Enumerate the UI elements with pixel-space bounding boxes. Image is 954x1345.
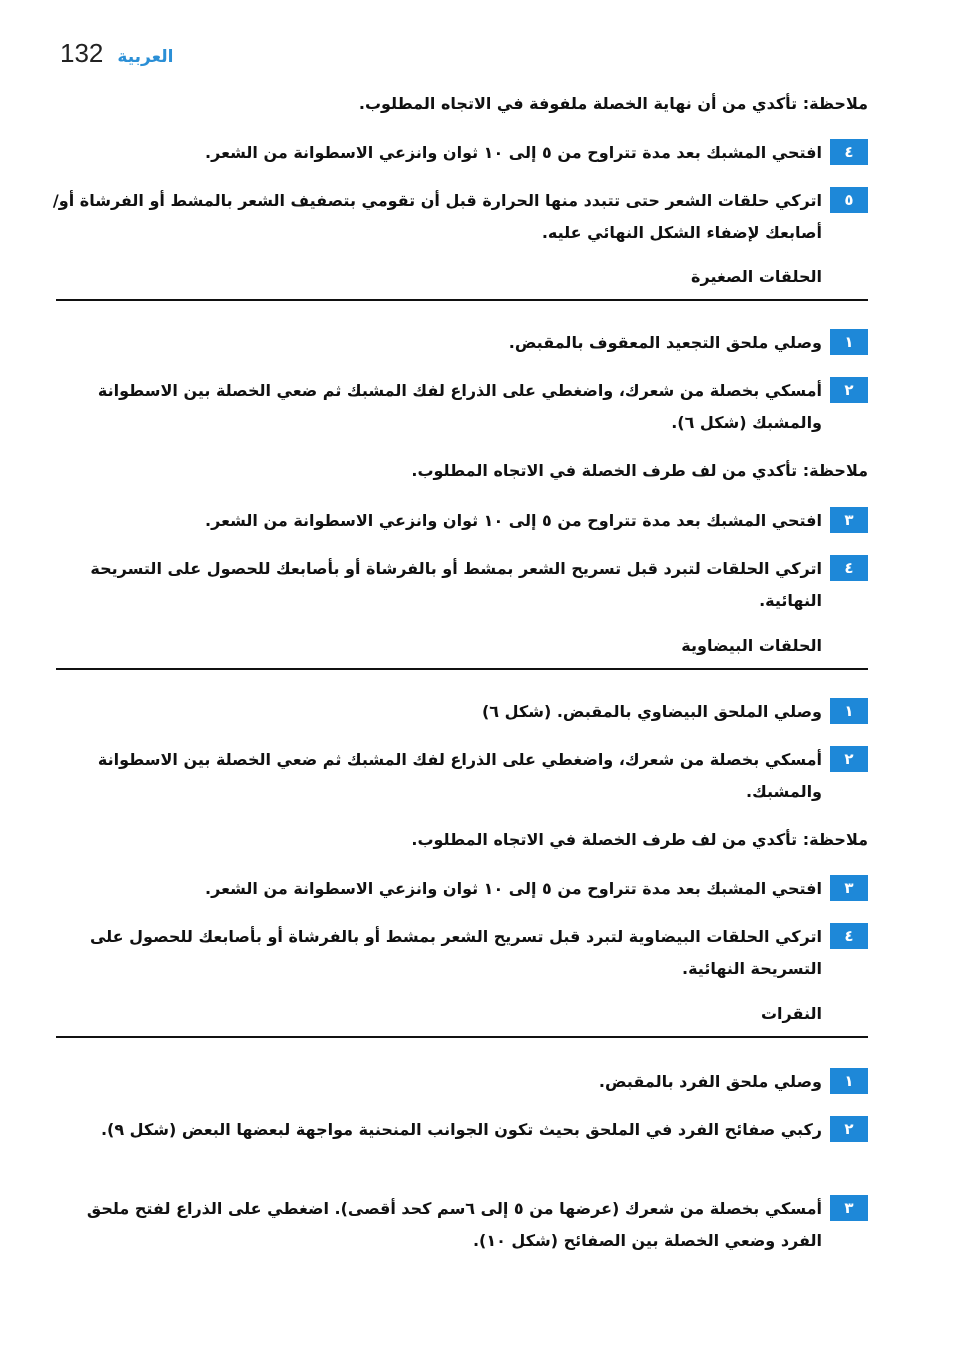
step-number: ١ [830,698,868,724]
section-title: الحلقات الصغيرة [691,267,822,286]
step-text: وصلي ملحق الفرد بالمقبض. [598,1072,822,1091]
page-number: 132 [60,38,104,68]
step-number: ٥ [830,187,868,213]
note: ملاحظة: تأكدي من لف طرف الخصلة في الاتجاه المطلوب. [411,830,868,849]
step-text: افتحي المشبك بعد مدة تتراوح من ٥ إلى ١٠ ثوان وانزعي الاسطوانة من الشعر. [205,879,822,898]
step-number: ١ [830,329,868,355]
step-number: ٢ [830,1116,868,1142]
step-text: اتركي الحلقات البيضاوية لتبرد قبل تسريح الشعر بمشط أو بالفرشاة أو بأصابعك للحصول على التسريحة النهائية. [89,927,822,978]
section-title: النقرات [760,1004,822,1023]
step-number: ٣ [830,1195,868,1221]
language-label: العربية [117,47,174,67]
step-number: ٤ [830,555,868,581]
step-text: افتحي المشبك بعد مدة تتراوح من ٥ إلى ١٠ ثوان وانزعي الاسطوانة من الشعر. [205,511,822,530]
step-number: ٤ [830,139,868,165]
step-number: ٢ [830,377,868,403]
step-number: ٢ [830,746,868,772]
step-text: أمسكي بخصلة من شعرك، واضغطي على الذراع لفك المشبك ثم ضعي الخصلة بين الاسطوانة والمشبك. [97,750,822,801]
step-number: ٣ [830,875,868,901]
step-text: وصلي ملحق التجعيد المعقوف بالمقبض. [508,333,822,352]
section-heading-oval-curls [56,632,868,670]
note: ملاحظة: تأكدي من لف طرف الخصلة في الاتجاه المطلوب. [411,461,868,480]
step-text: أمسكي بخصلة من شعرك، واضغطي على الذراع لفك المشبك ثم ضعي الخصلة بين الاسطوانة والمشبك (شكل ٦). [97,381,822,432]
step-number: ٤ [830,923,868,949]
step-text: اتركي الحلقات لتبرد قبل تسريح الشعر بمشط أو بالفرشاة أو بأصابعك للحصول على التسريحة النهائية. [90,559,822,610]
step-text: وصلي الملحق البيضاوي بالمقبض. (شكل ٦) [481,702,822,721]
step-text: افتحي المشبك بعد مدة تتراوح من ٥ إلى ١٠ ثوان وانزعي الاسطوانة من الشعر. [205,143,822,162]
step-text: ركبي صفائح الفرد في الملحق بحيث تكون الجوانب المنحنية مواجهة لبعضها البعض (شكل ٩). [100,1120,822,1139]
section-heading-crimps [56,1000,868,1038]
note: ملاحظة: تأكدي من أن نهاية الخصلة ملفوفة في الاتجاه المطلوب. [358,94,868,113]
section-heading-small-curls [56,263,868,301]
step-number: ١ [830,1068,868,1094]
section-title: الحلقات البيضاوية [681,636,822,655]
step-text: اتركي حلقات الشعر حتى تتبدد منها الحرارة قبل أن تقومي بتصفيف الشعر بالمشط أو الفرشاة أو/أصابعك لإضفاء الشكل النهائي عليه. [52,191,822,242]
step-number: ٣ [830,507,868,533]
step-text: أمسكي بخصلة من شعرك (عرضها من ٥ إلى ٦سم كحد أقصى). اضغطي على الذراع لفتح ملحق الفرد وضعي الخصلة بين الصفائح (شكل ١٠). [86,1199,822,1250]
